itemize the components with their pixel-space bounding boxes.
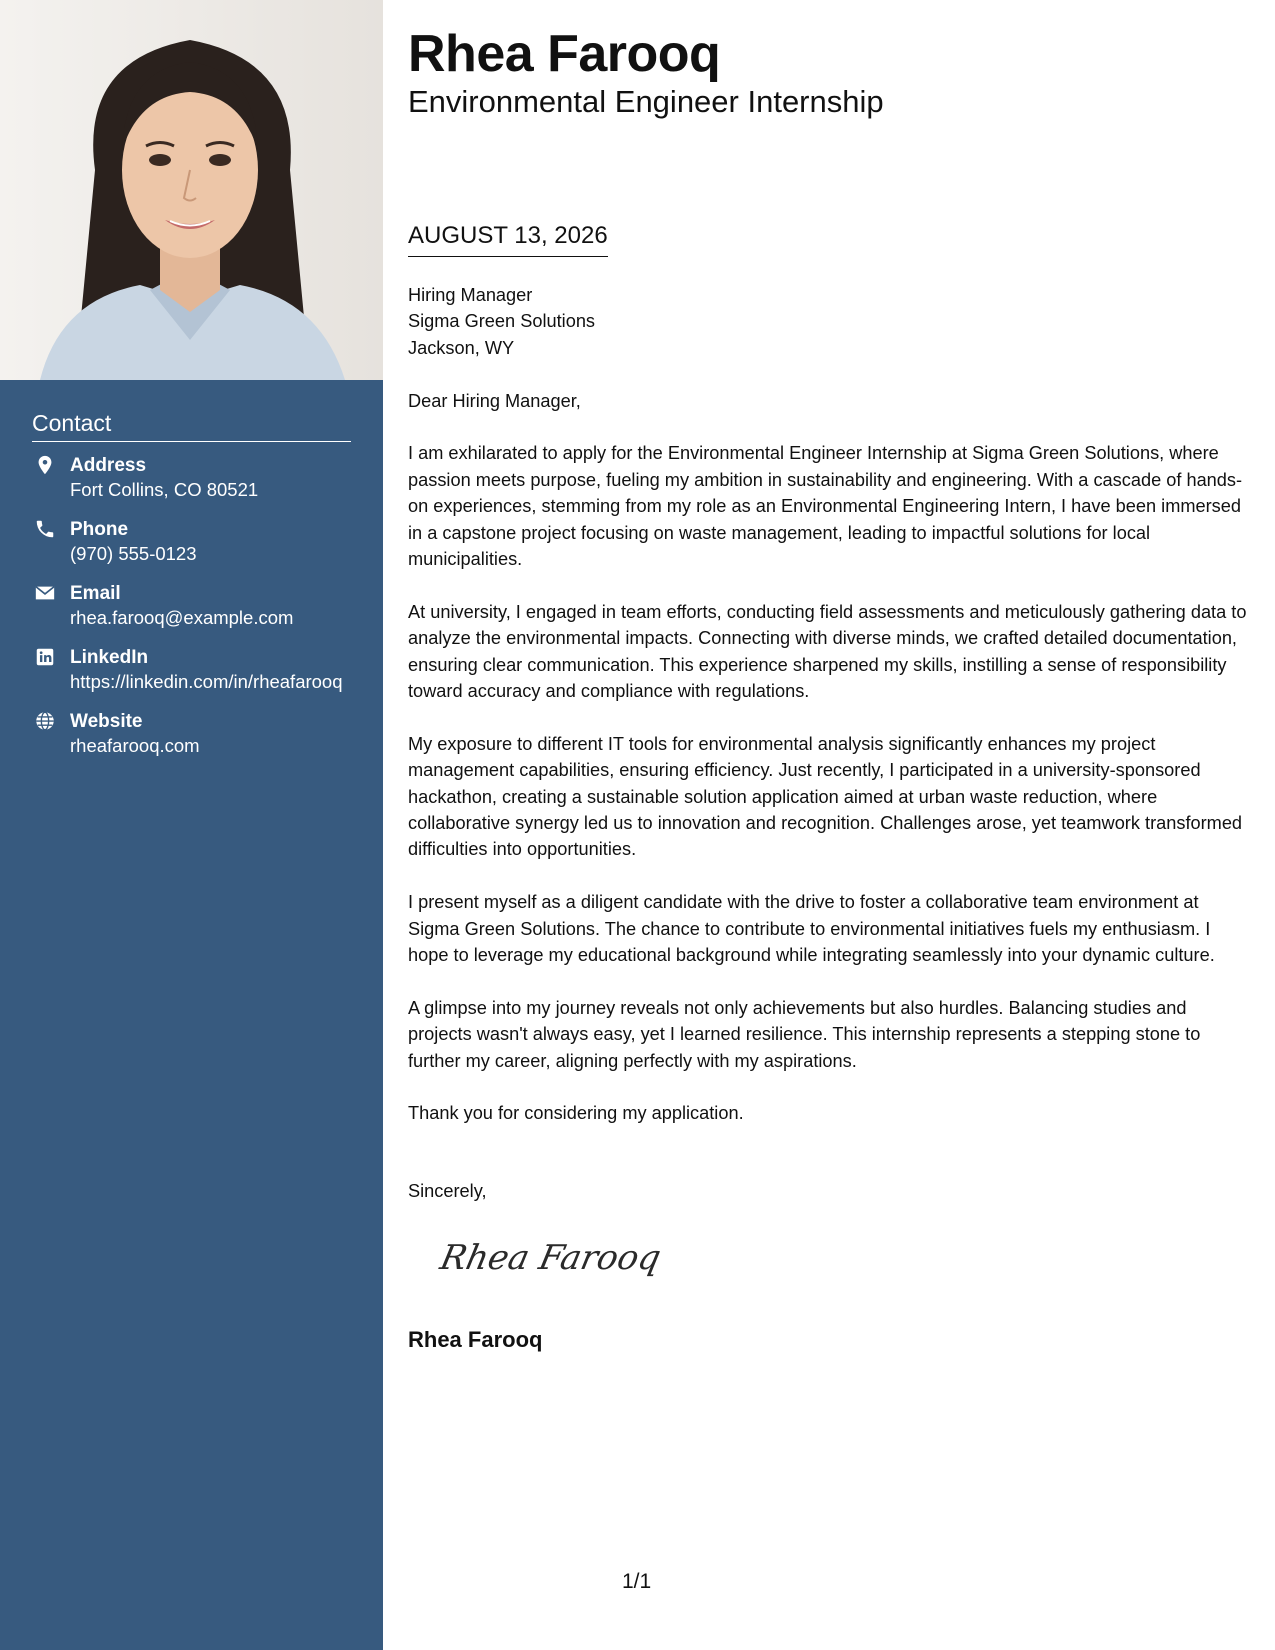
job-title: Environmental Engineer Internship — [408, 84, 884, 119]
phone-icon — [34, 518, 56, 540]
recipient-location: Jackson, WY — [408, 337, 515, 358]
signature-image — [436, 1225, 665, 1295]
email-icon — [34, 582, 56, 604]
contact-email — [32, 582, 351, 630]
paragraph-4: I present myself as a diligent candidate with the drive to foster a collaborative team environment at Sigma Green Solutions. The chance to contribute to environmental initiatives fuels my enthusiasm. I hope to leverage my educational background while integrating seamlessly into your dynamic culture. — [408, 892, 1215, 966]
letter-date: AUGUST 13, 2026 — [408, 222, 608, 257]
contact-website — [32, 710, 351, 758]
email-label: Email — [70, 583, 121, 604]
contact-phone — [32, 518, 351, 566]
closing: Sincerely, — [408, 1181, 487, 1201]
paragraph-1: I am exhilarated to apply for the Environmental Engineer Internship at Sigma Green Solutions, where passion meets purpose, fueling my ambition in sustainability and engineering. With a cascade of hands-on experiences, stemming from my role as an Environmental Engineering Intern, I have been immersed in a capstone project focusing on waste management, leading to impactful solutions for local municipalities. — [408, 443, 1243, 570]
linkedin-icon — [34, 646, 56, 668]
globe-icon — [34, 710, 56, 732]
address-label: Address — [70, 455, 147, 476]
applicant-name: Rhea Farooq — [408, 25, 721, 83]
page-number: 1/1 — [622, 1570, 652, 1593]
recipient-block — [408, 282, 1248, 361]
website-value[interactable]: rheafarooq.com — [70, 735, 200, 756]
paragraph-5: A glimpse into my journey reveals not only achievements but also hurdles. Balancing studies and projects wasn't always easy, yet I learned resilience. This internship represents a stepping stone to further my career, aligning perfectly with my aspirations. — [408, 997, 1201, 1071]
location-pin-icon — [34, 454, 56, 476]
letter-body — [408, 282, 1248, 1153]
website-label: Website — [70, 711, 143, 732]
contact-heading: Contact — [32, 410, 351, 442]
paragraph-2: At university, I engaged in team efforts, conducting field assessments and meticulously gathering data to analyze the environmental impacts. Connecting with diverse minds, we crafted detailed documentation, ensuring clear communication. This experience sharpened my skills, instilling a sense of responsibility toward accuracy and compliance with regulations. — [408, 601, 1247, 702]
linkedin-value[interactable]: https://linkedin.com/in/rheafarooq — [70, 671, 343, 692]
paragraph-3: My exposure to different IT tools for environmental analysis significantly enhances my project management capabilities, ensuring efficiency. Just recently, I participated in a university-sponsored hackathon, creating a sustainable solution application aimed at urban waste reduction, where collaborative synergy led us to innovation and recognition. Challenges arose, yet teamwork transformed difficulties into opportunities. — [408, 733, 1243, 860]
recipient-company: Sigma Green Solutions — [408, 311, 596, 332]
signed-name: Rhea Farooq — [408, 1327, 543, 1352]
profile-photo — [0, 0, 383, 380]
salutation: Dear Hiring Manager, — [408, 390, 581, 411]
signature-script: Rhea Farooq — [436, 1238, 665, 1278]
paragraph-6: Thank you for considering my application. — [408, 1103, 744, 1124]
phone-label: Phone — [70, 519, 129, 540]
linkedin-label: LinkedIn — [70, 647, 149, 668]
contact-section — [32, 410, 351, 774]
contact-linkedin — [32, 646, 351, 694]
address-value: Fort Collins, CO 80521 — [70, 479, 259, 500]
contact-address — [32, 454, 351, 502]
recipient-title: Hiring Manager — [408, 285, 533, 305]
sidebar — [0, 0, 383, 1650]
phone-value: (970) 555-0123 — [70, 543, 197, 564]
email-value[interactable]: rhea.farooq@example.com — [70, 607, 294, 628]
